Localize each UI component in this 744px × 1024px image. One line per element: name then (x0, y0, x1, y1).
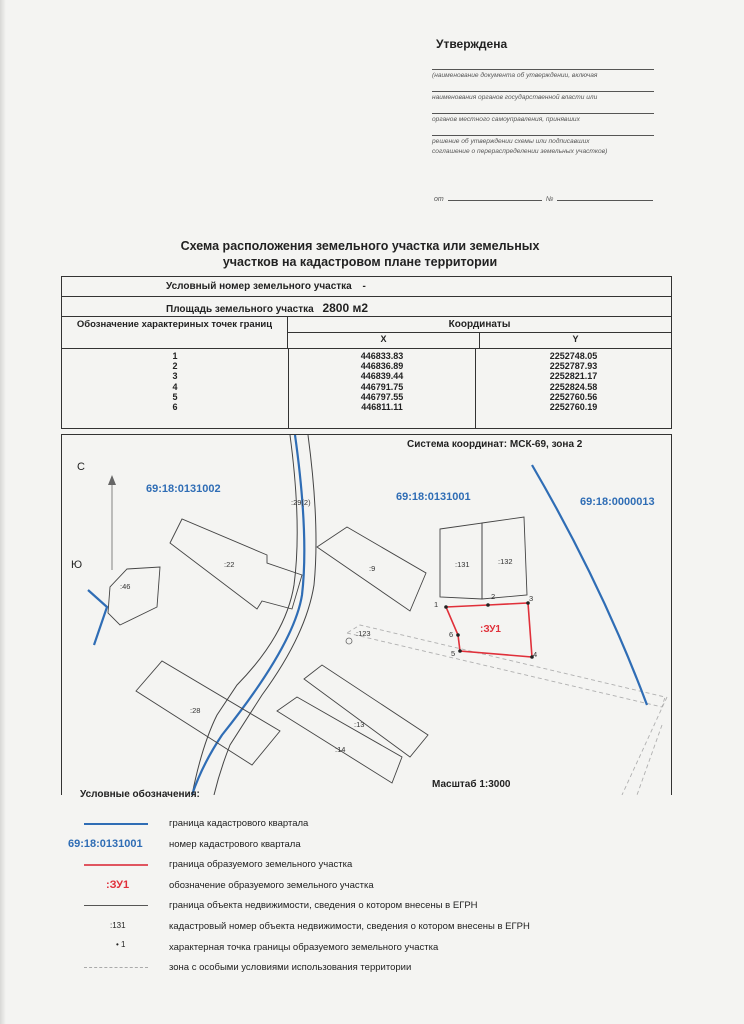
document-title (120, 238, 600, 270)
special-zone-strip (347, 625, 665, 707)
point-label-2: 2 (491, 592, 496, 601)
point-6 (456, 633, 460, 637)
point-cell: 3 (172, 371, 178, 382)
cadastral-map (61, 434, 672, 795)
approval-lines (432, 60, 654, 156)
point-1 (444, 605, 448, 609)
legend-title: Условные обозначения: (80, 789, 200, 800)
approval-line-4: решение об утверждении схемы или подписавших (432, 135, 654, 146)
legend-text: граница объекта недвижимости, сведения о котором внесены в ЕГРН (169, 900, 478, 912)
point-label-6: 6 (449, 630, 454, 639)
date-prefix: от (434, 196, 444, 203)
point-label-5: 5 (451, 649, 456, 658)
parcel-123-marker (346, 638, 352, 644)
approval-line-2: наименования органов государственной власти или (432, 91, 654, 102)
compass-south-label: Ю (71, 559, 83, 571)
compass-north-label: С (77, 461, 85, 473)
conditional-number-row (62, 277, 671, 297)
new-parcel-label: :ЗУ1 (480, 624, 501, 635)
parcel-info-table (61, 276, 672, 429)
x-cell: 446836.89 (360, 361, 404, 372)
legend-item (64, 837, 624, 858)
parcel-label-22: :22 (224, 560, 235, 569)
legend-red-line (84, 864, 148, 866)
legend (64, 816, 624, 981)
legend-point-symbol: • 1 (116, 939, 126, 949)
legend-dashed-line (84, 967, 148, 968)
quarter-boundary-left (88, 590, 107, 645)
points-header: Обозначение характериных точек границ (62, 317, 288, 348)
scan-edge (0, 0, 6, 1024)
legend-text: обозначение образуемого земельного участка (169, 879, 374, 891)
approval-date-line (434, 196, 653, 203)
legend-item (64, 878, 624, 899)
legend-text: зона с особыми условиями использования территории (169, 962, 412, 974)
document-title-line-2: участков на кадастровом плане территории (222, 255, 498, 269)
approval-line-1: (наименование документа об утверждении, включая (432, 69, 654, 80)
area-row (62, 297, 671, 317)
legend-item (64, 919, 624, 940)
conditional-number-label: Условный номер земельного участка (166, 281, 352, 292)
area-value: 2800 м2 (322, 301, 369, 315)
quarter-label-131002: 69:18:0131002 (146, 483, 221, 495)
special-zone-edge (622, 697, 667, 795)
legend-item (64, 816, 624, 837)
point-cell: 1 (172, 351, 178, 361)
coords-header: Координаты (288, 317, 671, 333)
parcel-label-46: :46 (120, 582, 131, 591)
x-cell: 446791.75 (360, 381, 404, 392)
parcel-22 (170, 519, 302, 609)
special-zone (347, 625, 667, 795)
legend-text: кадастровый номер объекта недвижимости, сведения о котором внесены в ЕГРН (169, 920, 530, 932)
point-5 (458, 649, 462, 653)
quarter-label-0000013: 69:18:0000013 (580, 496, 655, 508)
parcel-28 (136, 661, 280, 765)
parcel-46 (108, 567, 160, 625)
points-column (62, 349, 289, 428)
approval-title: Утверждена (436, 37, 508, 51)
area-label: Площадь земельного участка (166, 304, 314, 315)
point-cell: 4 (172, 381, 178, 392)
legend-zu-symbol: :ЗУ1 (106, 878, 130, 891)
legend-item (64, 940, 624, 961)
coords-body (62, 349, 671, 428)
parcel-label-123: :123 (356, 629, 371, 638)
legend-quarter-number: 69:18:0131001 (68, 837, 143, 850)
y-column (476, 349, 671, 428)
date-blank (448, 200, 542, 201)
y-cell: 2252760.56 (549, 391, 598, 402)
legend-text: граница образуемого земельного участка (169, 859, 353, 871)
y-cell: 2252787.93 (549, 361, 598, 372)
x-column (289, 349, 476, 428)
parcel-label-13: :13 (354, 720, 365, 729)
y-header: Y (572, 334, 579, 344)
x-header: X (288, 333, 480, 348)
y-cell: 2252821.17 (549, 371, 598, 382)
parcel-label-131: :131 (455, 560, 470, 569)
point-cell: 5 (172, 391, 178, 402)
document-title-line-1: Схема расположения земельного участка или земельных (180, 239, 540, 253)
legend-item (64, 857, 624, 878)
legend-blue-line (84, 823, 148, 825)
parcel-label-28: :28 (190, 706, 201, 715)
legend-cad-symbol: :131 (110, 920, 126, 930)
number-blank (557, 200, 653, 201)
parcel-label-9: :9 (369, 564, 376, 573)
y-cell: 2252748.05 (549, 351, 598, 361)
legend-item (64, 960, 624, 981)
quarter-label-131001: 69:18:0131001 (396, 491, 471, 503)
conditional-number-value: - (362, 281, 366, 292)
approval-line-5: соглашение о перераспределении земельных участков) (432, 148, 608, 155)
coords-header-row (62, 317, 671, 349)
point-2 (486, 603, 490, 607)
parcel-14 (277, 697, 402, 783)
coordinate-system: Система координат: МСК-69, зона 2 (407, 439, 583, 450)
y-cell: 2252824.58 (549, 381, 598, 392)
x-cell: 446839.44 (360, 371, 404, 382)
parcel-13 (304, 665, 428, 757)
legend-text: номер кадастрового квартала (169, 838, 301, 850)
legend-gray-line (84, 905, 148, 906)
point-cell: 6 (172, 402, 178, 413)
parcel-label-29-2: :29(2) (291, 498, 311, 507)
legend-item (64, 898, 624, 919)
point-cell: 2 (172, 361, 178, 372)
point-label-3: 3 (529, 594, 534, 603)
parcel-label-14: :14 (335, 745, 346, 754)
existing-parcels (108, 480, 527, 783)
legend-point-number: 1 (121, 939, 126, 949)
legend-text: граница кадастрового квартала (169, 818, 309, 829)
x-cell: 446833.83 (360, 351, 404, 361)
legend-text: характерная точка границы образуемого земельного участка (169, 941, 439, 953)
x-cell: 446797.55 (360, 391, 404, 402)
point-label-4: 4 (533, 650, 538, 659)
y-cell: 2252760.19 (549, 402, 598, 413)
map-scale: Масштаб 1:3000 (432, 779, 511, 790)
compass-arrow (108, 475, 116, 485)
x-cell: 446811.11 (361, 402, 403, 413)
approval-line-3: органов местного самоуправления, принявших (432, 113, 654, 124)
point-label-1: 1 (434, 600, 439, 609)
parcel-label-132: :132 (498, 557, 513, 566)
number-prefix: № (545, 196, 554, 203)
